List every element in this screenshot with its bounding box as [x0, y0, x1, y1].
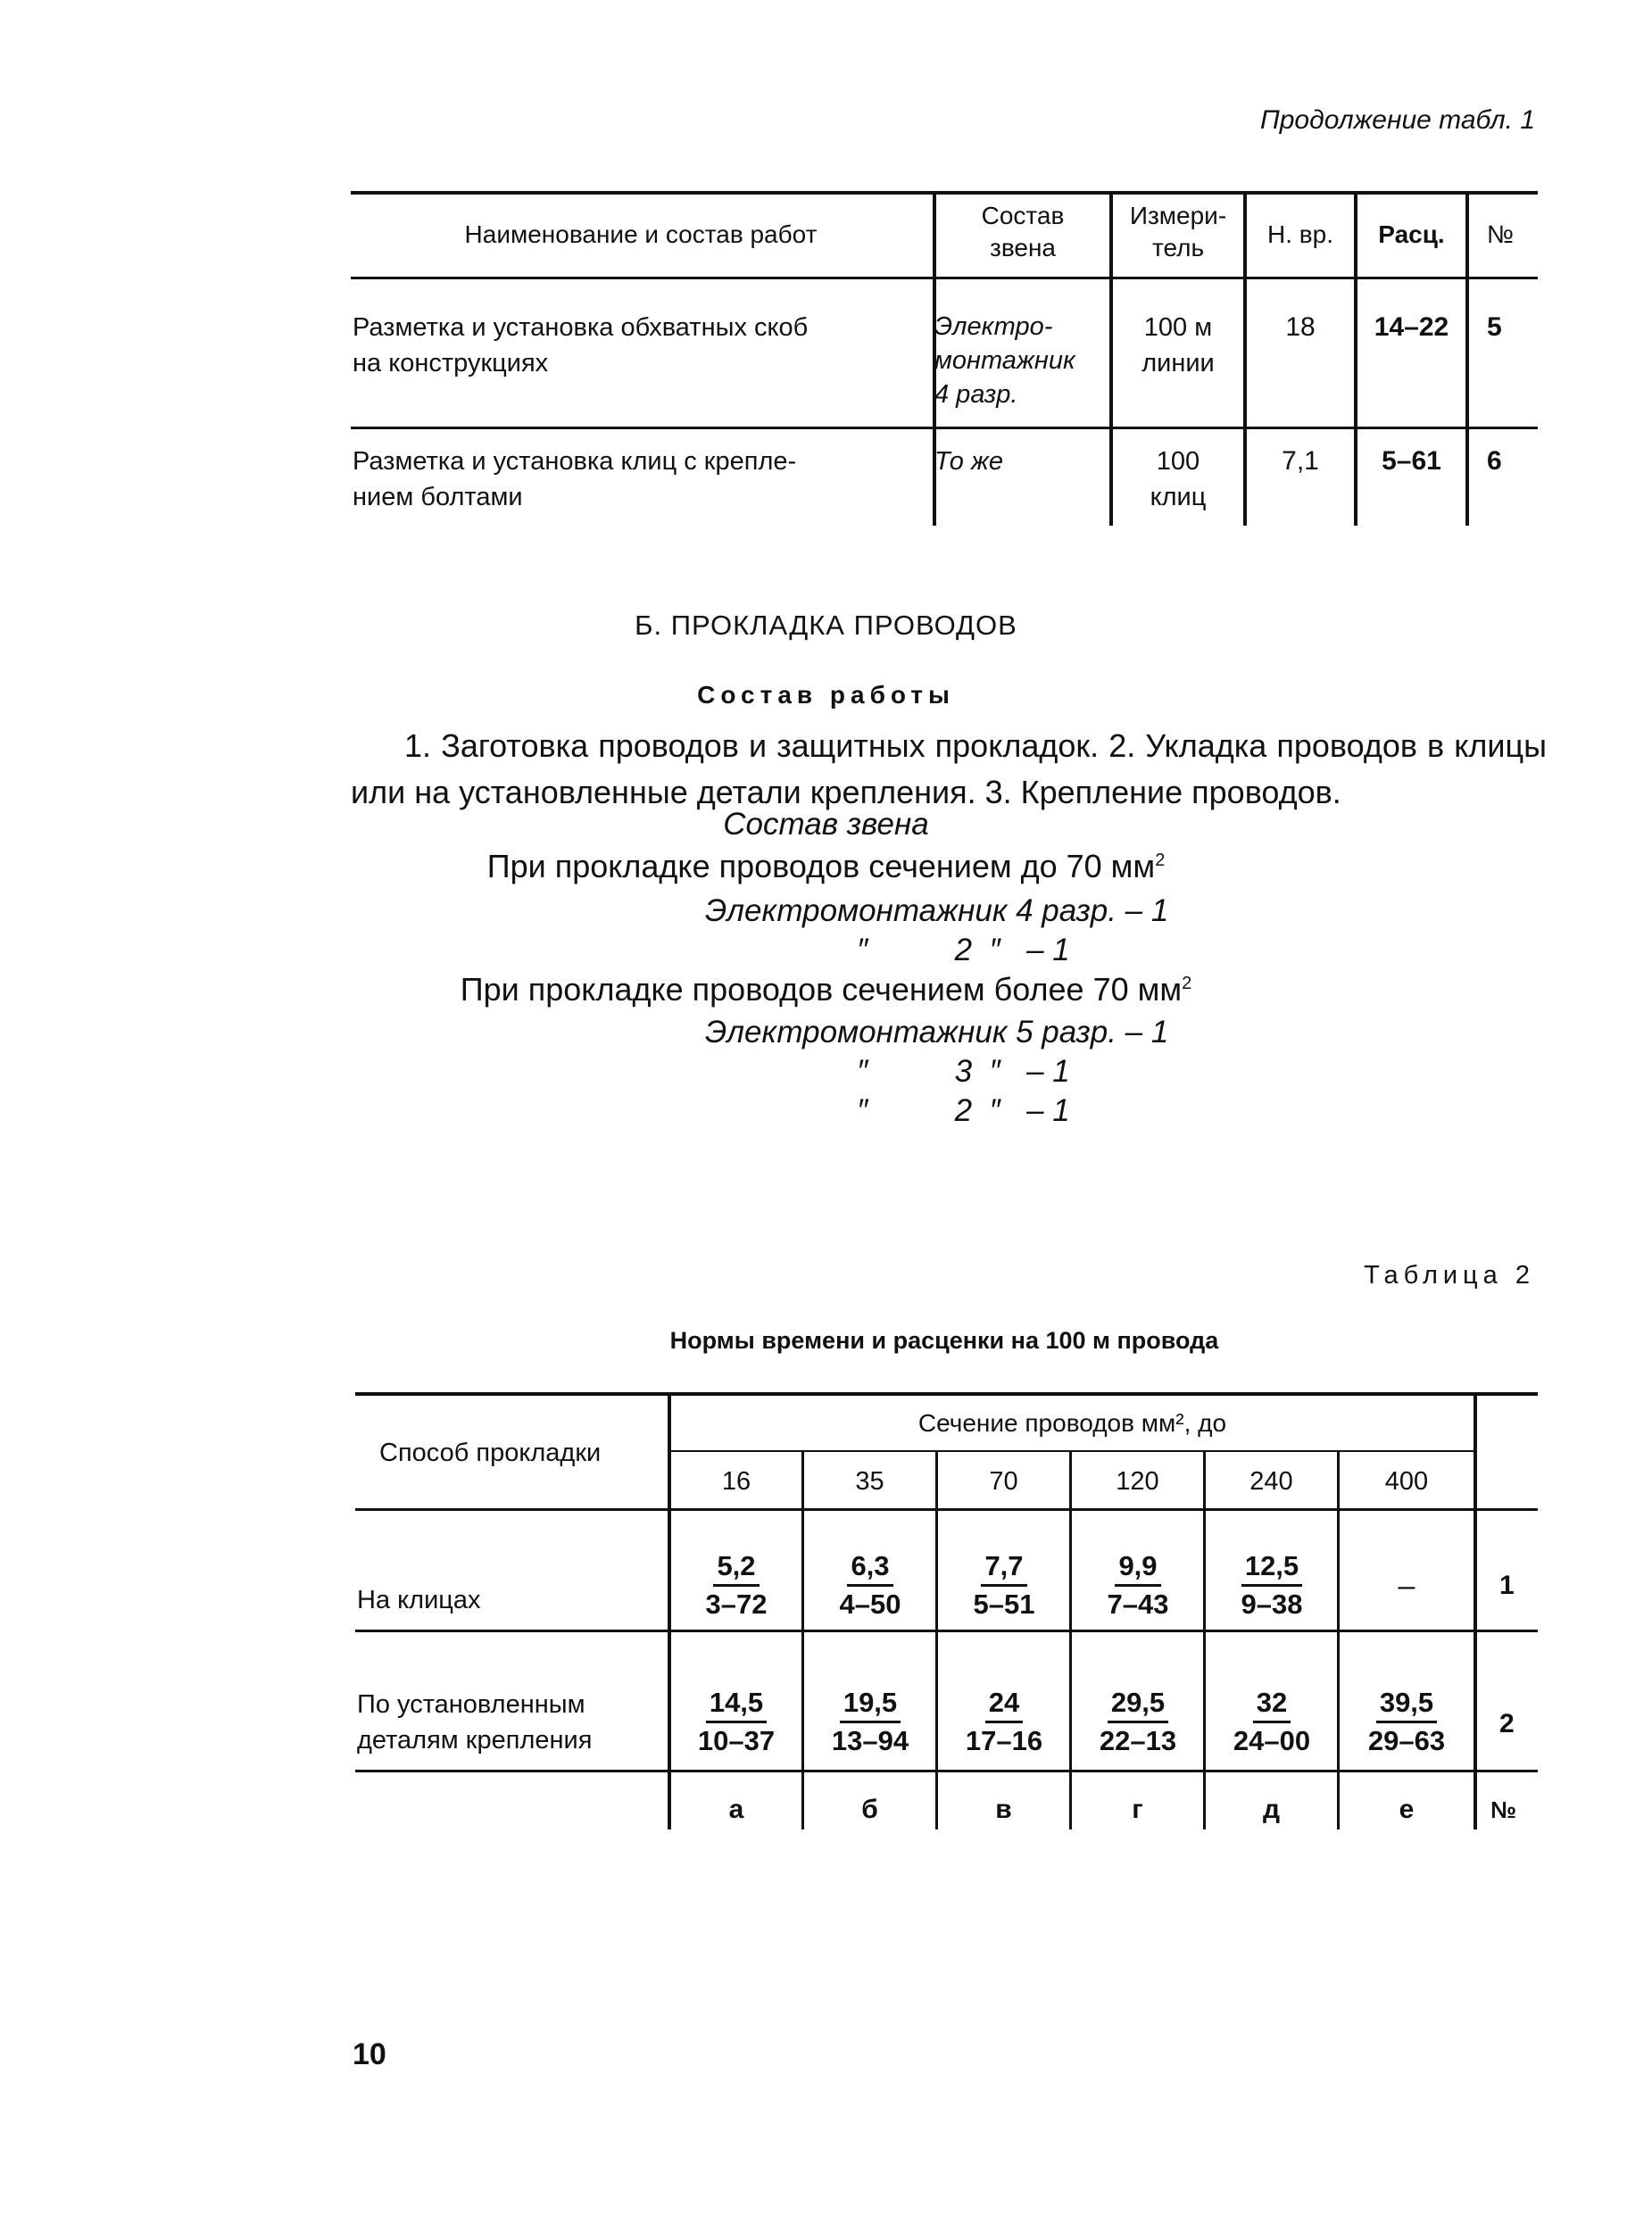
norm-price-cell: $\frac{19,5}{13-94}$: [831, 1687, 909, 1756]
row-crew: То же: [934, 447, 1004, 476]
header-sections: Сечение проводов мм², до: [917, 1409, 1227, 1437]
column-letter: д: [1262, 1795, 1281, 1824]
section-header-240: 240: [1249, 1467, 1293, 1496]
crew-group-1-line-2: ″ 2 ″ – 1: [857, 933, 1070, 967]
work-heading: Состав работы: [697, 681, 955, 709]
column-letter: в: [995, 1795, 1012, 1824]
row-norm-time: 18: [1285, 312, 1316, 342]
header-crew: Состав звена: [981, 202, 1065, 261]
norm-price-cell: $\frac{29,5}{22-13}$: [1099, 1687, 1177, 1756]
section-header-16: 16: [721, 1467, 751, 1496]
table-2-label: Таблица 2: [1364, 1261, 1535, 1290]
crew-group-2-line-3: ″ 2 ″ – 1: [857, 1093, 1070, 1128]
row-method: На клицах: [357, 1586, 481, 1614]
section-header-400: 400: [1384, 1467, 1429, 1496]
section-header-120: 120: [1116, 1467, 1159, 1496]
row-price: 5–61: [1382, 446, 1441, 476]
crew-group-2-title: При прокладке проводов сечением более 70 $мм^2$: [460, 971, 1192, 1008]
work-text: 1. Заготовка проводов и защитных прокладок. 2. Укладка проводов в клицы или на установленные детали крепления. 3. Крепление проводов.: [351, 727, 1547, 810]
header-norm-time: Н. вр.: [1266, 220, 1333, 248]
header-method: Способ прокладки: [379, 1439, 602, 1467]
crew-group-2-line-1: Электромонтажник 5 разр. – 1: [705, 1015, 1169, 1049]
norm-price-cell: $\frac{39,5}{29-63}$: [1367, 1687, 1446, 1756]
row-unit: 100 клиц: [1150, 447, 1207, 511]
norm-price-cell: $\frac{12,5}{9-38}$: [1241, 1550, 1303, 1620]
row-crew: Электро- монтажник 4 разр.: [934, 312, 1075, 409]
empty-cell-dash: –: [1398, 1569, 1415, 1603]
table-2-caption: Нормы времени и расценки на 100 м провода: [669, 1327, 1219, 1354]
column-letter: а: [728, 1795, 744, 1824]
number-symbol: №: [1490, 1796, 1516, 1823]
crew-group-2-line-2: ″ 3 ″ – 1: [857, 1054, 1070, 1089]
column-letter: б: [861, 1795, 878, 1824]
norm-price-cell: $\frac{7,7}{5-51}$: [973, 1550, 1035, 1620]
row-unit: 100 м линии: [1141, 313, 1215, 377]
column-letter: г: [1132, 1795, 1143, 1824]
column-letter: е: [1399, 1795, 1415, 1824]
norm-price-cell: $\frac{32}{24-00}$: [1233, 1687, 1311, 1756]
row-norm-time: 7,1: [1282, 446, 1319, 476]
header-number: №: [1486, 220, 1515, 248]
norm-price-cell: $\frac{5,2}{3-72}$: [705, 1550, 768, 1620]
row-number: 1: [1499, 1571, 1515, 1600]
row-work-name: Разметка и установка обхватных скоб на конструкциях: [353, 313, 809, 377]
row-number: 5: [1487, 312, 1502, 342]
row-price: 14–22: [1374, 312, 1449, 342]
row-number: 2: [1499, 1709, 1515, 1738]
header-work-name: Наименование и состав работ: [464, 220, 818, 248]
crew-heading: Состав звена: [723, 807, 929, 842]
crew-group-1-line-1: Электромонтажник 4 разр. – 1: [705, 893, 1169, 928]
norm-price-cell: $\frac{24}{17-16}$: [965, 1687, 1043, 1756]
header-price: Расц.: [1378, 220, 1445, 248]
section-header-70: 70: [989, 1467, 1018, 1496]
page-number: 10: [353, 2037, 386, 2071]
norm-price-cell: $\frac{14,5}{10-37}$: [697, 1687, 776, 1756]
continuation-label: Продолжение табл. 1: [1260, 105, 1535, 135]
norm-price-cell: $\frac{6,3}{4-50}$: [839, 1550, 901, 1620]
section-header-35: 35: [855, 1467, 884, 1496]
norm-price-cell: $\frac{9,9}{7-43}$: [1107, 1550, 1169, 1620]
crew-group-1-title: При прокладке проводов сечением до 70 $мм^2$: [486, 848, 1166, 884]
row-number: 6: [1487, 446, 1502, 476]
section-title: Б. ПРОКЛАДКА ПРОВОДОВ: [635, 610, 1017, 641]
row-work-name: Разметка и установка клиц с крепле- нием болтами: [353, 447, 797, 511]
row-method: По установленным деталям крепления: [357, 1690, 593, 1755]
header-unit: Измери- тель: [1129, 202, 1227, 261]
